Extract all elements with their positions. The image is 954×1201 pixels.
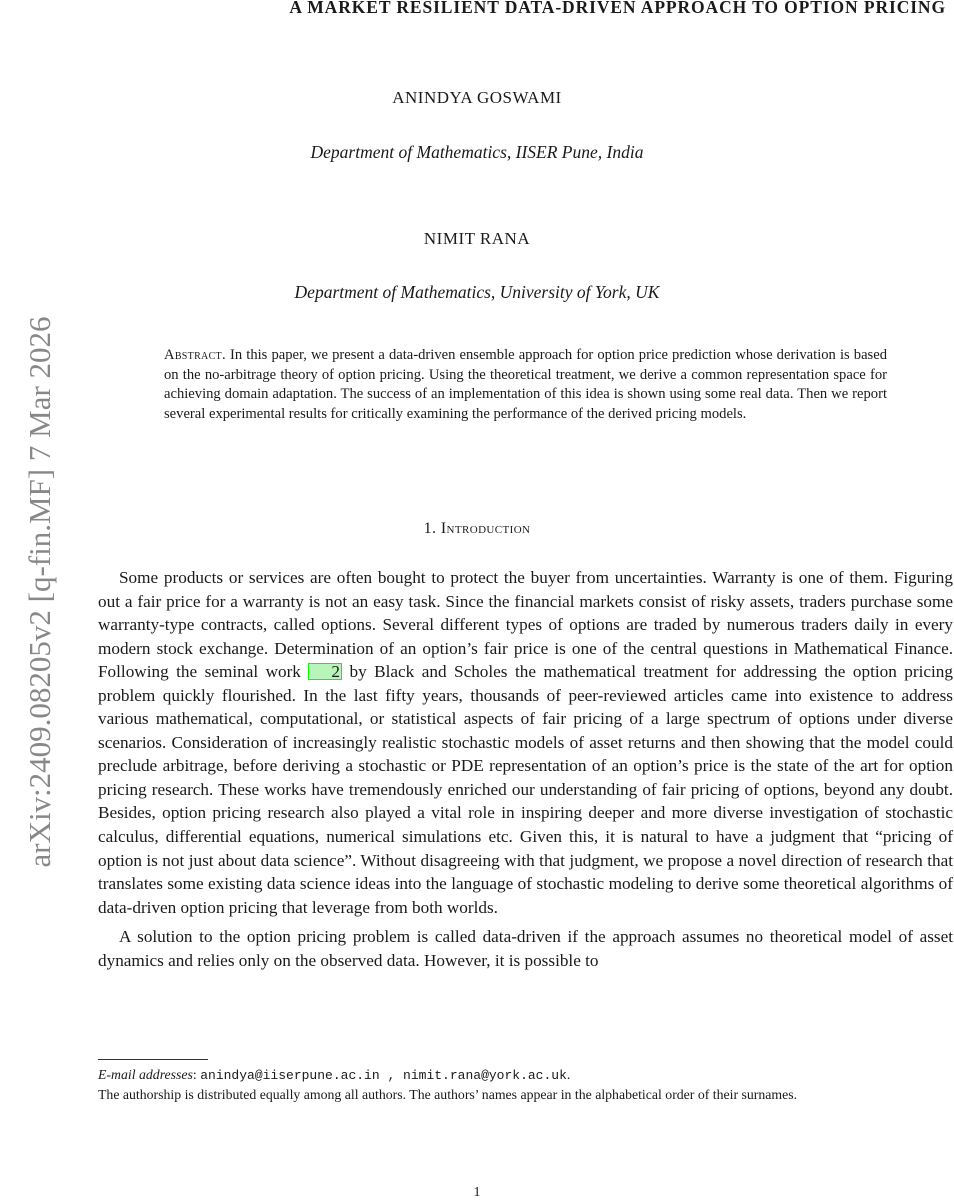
abstract [164, 346, 887, 424]
paragraph-1 [98, 566, 953, 919]
section-heading-introduction [0, 520, 954, 538]
footnote-divider [98, 1059, 208, 1060]
paragraph-1-text-b: by Black and Scholes the mathematical treatment for addressing the option pricing problem quickly flourished. In the last fifty years, thousands of peer-reviewed articles came into existence to address various mathematical, computational, or statistical aspects of fair pricing of a large spectrum of options under diverse scenarios. Consideration of increasingly realistic stochastic models of asset returns and then showing that the model could preclude arbitrage, before deriving a stochastic or PDE representation of an option’s price is the state of the art for option pricing research. These works have tremendously enriched our understanding of fair pricing of options, beyond any doubt. Besides, option pricing research also played a vital role in inspiring deeper and more diverse investigation of stochastic calculus, differential equations, numerical simulations etc. Given this, it is natural to have a judgment that “pricing of option is not just about data science”. Without disagreeing with that judgment, we propose a novel direction of research that translates some existing data science ideas into the language of stochastic modeling to derive some theoretical algorithms of data-driven option pricing that leverage from both worlds. [98, 662, 953, 917]
email-addresses[interactable]: anindya@iiserpune.ac.in , nimit.rana@york.ac.uk [200, 1068, 567, 1083]
introduction-body [98, 566, 953, 972]
abstract-label: Abstract. [164, 347, 226, 363]
footnote-authorship: The authorship is distributed equally among all authors. The authors’ names appear in the alphabetical order of their surnames. [98, 1086, 798, 1102]
paper-title: A MARKET RESILIENT DATA-DRIVEN APPROACH TO OPTION PRICING [289, 0, 946, 17]
abstract-text: In this paper, we present a data-driven ensemble approach for option price prediction whose derivation is based on the no-arbitrage theory of option pricing. Using the theoretical treatment, we derive a common representation space for achieving domain adaptation. The success of an implementation of this idea is shown using some real data. Then we report several experimental results for critically examining the performance of the derived pricing models. [164, 347, 888, 422]
paragraph-2: A solution to the option pricing problem is called data-driven if the approach assumes no theoretical model of asset dynamics and relies only on the observed data. However, it is possible to [98, 927, 953, 970]
arxiv-identifier-stamp: arXiv:2409.08205v2 [q-fin.MF] 7 Mar 2026 [22, 316, 57, 868]
author-affiliation-1: Department of Mathematics, IISER Pune, India [310, 142, 644, 162]
author-name-1: ANINDYA GOSWAMI [392, 88, 562, 107]
citation-link[interactable]: 2 [308, 663, 342, 680]
author-name-2: NIMIT RANA [423, 229, 531, 248]
author-affiliation-2: Department of Mathematics, University of York, UK [294, 282, 660, 302]
footnote-emails: E-mail addresses: anindya@iiserpune.ac.in , nimit.rana@york.ac.uk. [98, 1067, 571, 1083]
page-number: 1 [473, 1185, 481, 1200]
section-number: 1. [423, 520, 437, 537]
email-label: E-mail addresses [98, 1067, 193, 1082]
footnotes [98, 1066, 953, 1104]
paragraph-1-text-a: Some products or services are often bought to protect the buyer from uncertainties. Warranty is one of them. Figuring out a fair price for a warranty is not an easy task. Since the financial markets consist of risky assets, traders purchase some warranty-type contracts, called options. Several different types of options are traded by numerous traders daily in every modern stock exchange. Determination of an option’s fair price is one of the central questions in Mathematical Finance. Following the seminal work [98, 568, 953, 682]
section-title: Introduction [440, 520, 531, 537]
